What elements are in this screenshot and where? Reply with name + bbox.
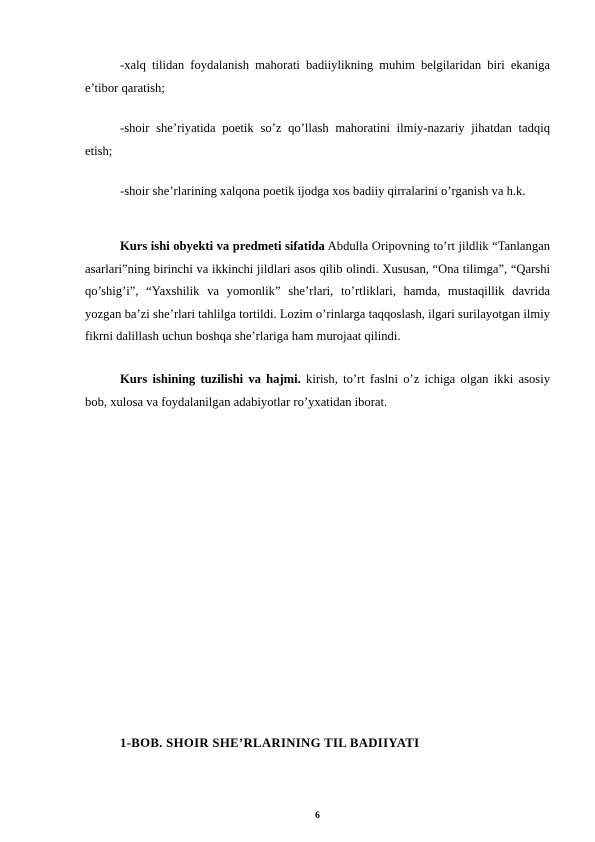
paragraph-text: Abdulla Oripovning to’rt jildlik “Tanlangan asarlari”ning birinchi va ikkinchi jildlari asos qilib olindi. Xususan, “Ona tilimga”, “Qarshi qo’shig’i”, “Yaxshilik va yomonlik” she’rlari, to’rtliklari, hamda, mustaqillik davrida yozgan ba’zi she’rlari tahlilga tortildi. Lozim o’rinlarga taqqoslash, ilgari surilayotgan ilmiy fikrni dalillash uchun boshqa she’rlariga ham murojaat qilindi. [85,239,550,343]
paragraph-goal-poetic-word [85,117,550,162]
paragraph-text: -xalq tilidan foydalanish mahorati badiiylikning muhim belgilaridan biri ekaniga e’tibor qaratish; [85,58,550,95]
paragraph-bold-lead: Kurs ishi obyekti va predmeti sifatida [120,239,325,253]
paragraph-text: -shoir she’riyatida poetik so’z qo’llash mahoratini ilmiy-nazariy jihatdan tadqiq etish; [85,121,550,158]
paragraph-goal-artistic-facets [85,180,550,203]
paragraph-text: -shoir she’rlarining xalqona poetik ijodga xos badiiy qirralarini o’rganish va h.k. [120,184,526,198]
paragraph-text: kirish, to’rt faslni o’z ichiga olgan ikki asosiy bob, xulosa va foydalanilgan adabiyotlar ro’yxatidan iborat. [85,372,550,409]
chapter-heading: 1-BOB. SHOIR SHE’RLARINING TIL BADIIYATI [120,736,420,750]
paragraph-goal-folk-language [85,54,550,99]
page-number: 6 [315,811,320,821]
paragraph-structure-volume [85,368,550,413]
paragraph-object-subject [85,235,550,348]
paragraph-bold-lead: Kurs ishining tuzilishi va hajmi. [120,372,301,386]
